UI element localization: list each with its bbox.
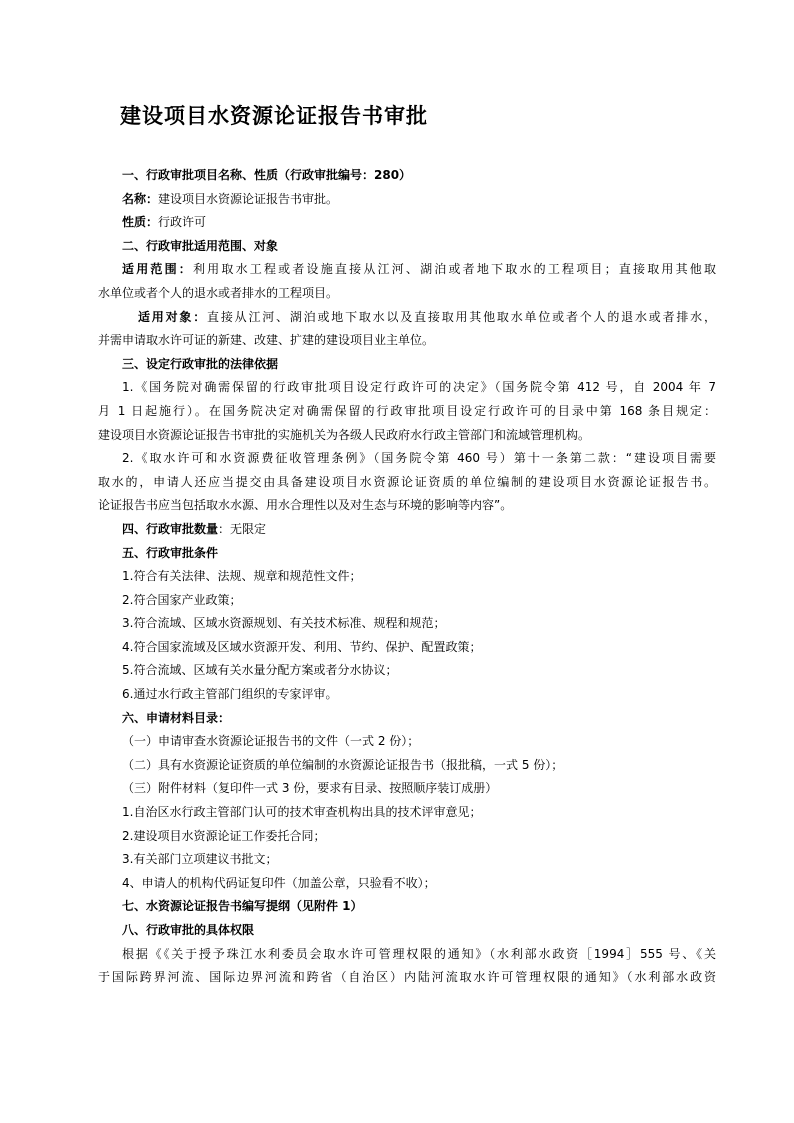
basis-1-line-2: 月 1 日起施行）。在国务院决定对确需保留的行政审批项目设定行政许可的目录中第 168 条目规定： [98,403,716,418]
section-6-heading: 六、申请材料目录： [122,710,231,725]
name-value: 建设项目水资源论证报告书审批。 [158,191,339,206]
item-nature [98,211,716,235]
condition-item: 1.符合有关法律、法规、规章和规范性文件； [122,569,362,584]
object-text-1: 直接从江河、湖泊或地下取水以及直接取用其他取水单位或者个人的退水或者排水， [207,309,716,324]
object-line-2: 并需申请取水许可证的新建、改建、扩建的建设项目业主单位。 [98,333,435,348]
material-item: （三）附件材料（复印件一式 3 份，要求有目录、按照顺序装订成册） [122,781,498,796]
material-item: 3.有关部门立项建议书批文； [122,852,278,867]
condition-item: 5.符合流域、区域有关水量分配方案或者分水协议； [122,663,398,678]
material-item: （二）具有水资源论证资质的单位编制的水资源论证报告书（报批稿，一式 5 份）； [122,757,564,772]
section-2-heading: 二、行政审批适用范围、对象 [122,238,279,253]
scope-text-1: 利用取水工程或者设施直接从江河、湖泊或者地下取水的工程项目；直接取用其他取 [192,262,716,277]
material-item: 1.自治区水行政主管部门认可的技术审查机构出具的技术评审意见； [122,805,482,820]
section-5-heading: 五、行政审批条件 [122,545,219,560]
object-line-1 [98,306,716,330]
section-7-heading: 七、水资源论证报告书编写提纲（见附件 1） [122,899,363,914]
scope-label: 适用范围： [122,262,193,277]
scope-line-2: 水单位或者个人的退水或者排水的工程项目。 [98,285,339,300]
basis-2-line-2: 取水的，申请人还应当提交由具备建设项目水资源论证资质的单位编制的建设项目水资源论证报告书。 [98,474,716,489]
item-name [98,188,716,212]
section-1-heading: 一、行政审批项目名称、性质（行政审批编号：280） [122,168,412,182]
condition-item: 3.符合流域、区域水资源规划、有关技术标准、规程和规范； [122,616,446,631]
authority-line-2: 于国际跨界河流、国际边界河流和跨省（自治区）内陆河流取水许可管理权限的通知》（水利部水政资 [98,970,716,985]
document-title: 建设项目水资源论证报告书审批 [120,104,428,128]
section-4-value: ：无限定 [218,521,267,536]
nature-label: 性质： [122,215,159,230]
section-4-heading: 四、行政审批数量 [122,521,219,536]
document-body [98,164,716,990]
basis-2-line-3: 论证报告书应当包括取水水源、用水合理性以及对生态与环境的影响等内容”。 [98,498,513,513]
section-4-line [98,518,716,542]
authority-line-1: 根据《《关于授予珠江水利委员会取水许可管理权限的通知》（水利部水政资［1994］555 号、《关 [122,946,716,961]
section-3-heading: 三、设定行政审批的法律依据 [122,356,279,371]
condition-item: 2.符合国家产业政策； [122,592,242,607]
basis-2-line-1: 2.《取水许可和水资源费征收管理条例》（国务院令第 460 号）第十一条第二款：“建设项目需要 [122,451,716,466]
nature-value: 行政许可 [158,215,207,230]
scope-line-1 [98,258,716,282]
basis-1-line-1: 1.《国务院对确需保留的行政审批项目设定行政许可的决定》（国务院令第 412 号，自 2004 年 7 [122,380,716,395]
section-8-heading: 八、行政审批的具体权限 [122,923,255,937]
material-item: 4、申请人的机构代码证复印件（加盖公章，只验看不收）； [122,875,436,890]
condition-item: 6.通过水行政主管部门组织的专家评审。 [122,687,338,702]
object-label: 适用对象： [138,309,208,324]
basis-1-line-3: 建设项目水资源论证报告书审批的实施机关为各级人民政府水行政主管部门和流域管理机构。 [98,427,591,442]
condition-item: 4.符合国家流域及区域水资源开发、利用、节约、保护、配置政策； [122,639,482,654]
name-label: 名称： [122,191,159,206]
material-item: （一）申请审查水资源论证报告书的文件（一式 2 份）； [122,734,420,749]
material-item: 2.建设项目水资源论证工作委托合同； [122,828,326,843]
